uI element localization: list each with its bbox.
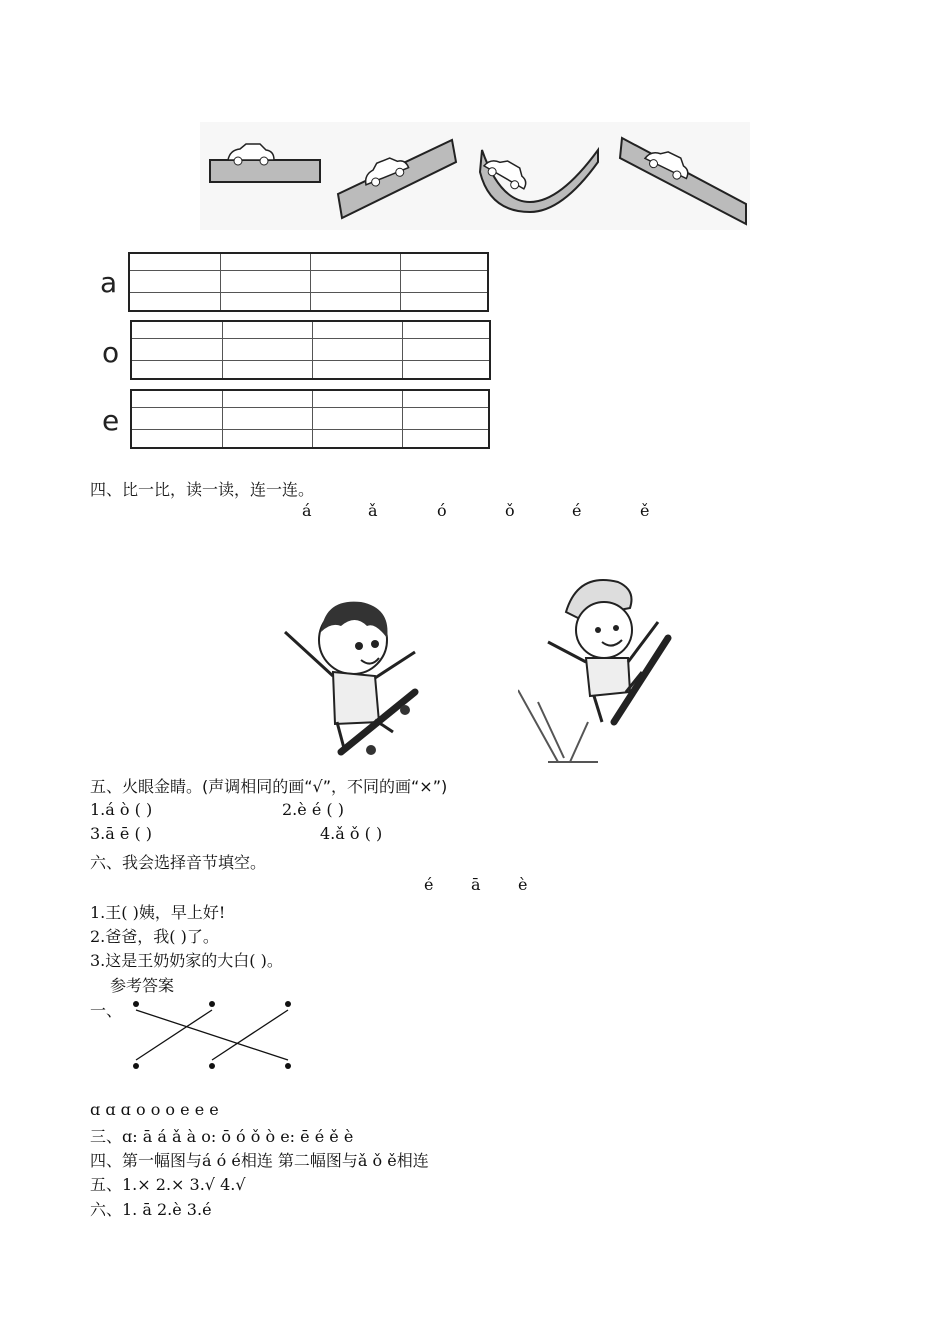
- section6-option-2: ā: [471, 875, 481, 894]
- grid-letter-o: o: [102, 336, 120, 369]
- car-pictures: [200, 122, 750, 230]
- boy-skateboard-right-picture: [518, 572, 676, 770]
- grid-letter-a: a: [100, 266, 118, 299]
- section5-item-4: 4.ǎ ǒ ( ): [320, 824, 383, 843]
- answers-line-5: 六、1. ā 2.è 3.é: [90, 1200, 212, 1219]
- answers-line-2: 三、ɑ: ā á ǎ à o: ō ó ǒ ò e: ē é ě è: [90, 1127, 354, 1146]
- section6-item-1: 1.王( )姨，早上好!: [90, 903, 226, 922]
- section5-item-1: 1.á ò ( ): [90, 800, 153, 819]
- section4-tone-5: é: [572, 501, 582, 520]
- grid-letter-e: e: [102, 404, 120, 437]
- writing-grid-o[interactable]: [130, 320, 491, 380]
- answers-one-label: 一、: [90, 1001, 123, 1020]
- answer-matching-diagram: [128, 998, 298, 1078]
- boy-skateboard-left-picture: [275, 592, 425, 770]
- section5-item-3: 3.ā ē ( ): [90, 824, 153, 843]
- section6-item-3: 3.这是王奶奶家的大白( )。: [90, 951, 283, 970]
- car-flat-picture: [210, 144, 320, 182]
- section4-tone-6: ě: [640, 501, 650, 520]
- section4-tone-2: ǎ: [368, 501, 378, 520]
- car-dip-picture: [480, 150, 598, 212]
- section4-tone-3: ó: [437, 501, 447, 520]
- car-rising-picture: [338, 140, 456, 218]
- answers-title: 参考答案: [110, 976, 175, 995]
- writing-grid-e[interactable]: [130, 389, 490, 449]
- writing-grid-a[interactable]: [128, 252, 489, 312]
- section4-title: 四、比一比，读一读，连一连。: [90, 480, 315, 499]
- car-falling-picture: [620, 138, 746, 224]
- section5-title: 五、火眼金睛。(声调相同的画“√”，不同的画“×”): [90, 777, 448, 796]
- answers-line-3: 四、第一幅图与á ó é相连 第二幅图与ǎ ǒ ě相连: [90, 1151, 429, 1170]
- answers-line-4: 五、1.× 2.× 3.√ 4.√: [90, 1175, 246, 1194]
- section5-item-2: 2.è é ( ): [282, 800, 344, 819]
- answers-line-1: ɑ ɑ ɑ o o o e e e: [90, 1100, 219, 1119]
- section6-item-2: 2.爸爸，我( )了。: [90, 927, 219, 946]
- section6-title: 六、我会选择音节填空。: [90, 853, 267, 872]
- car-picture-strip: [200, 122, 750, 230]
- section6-option-3: è: [518, 875, 528, 894]
- section4-tone-1: á: [302, 501, 312, 520]
- section4-tone-4: ǒ: [505, 501, 515, 520]
- section6-option-1: é: [424, 875, 434, 894]
